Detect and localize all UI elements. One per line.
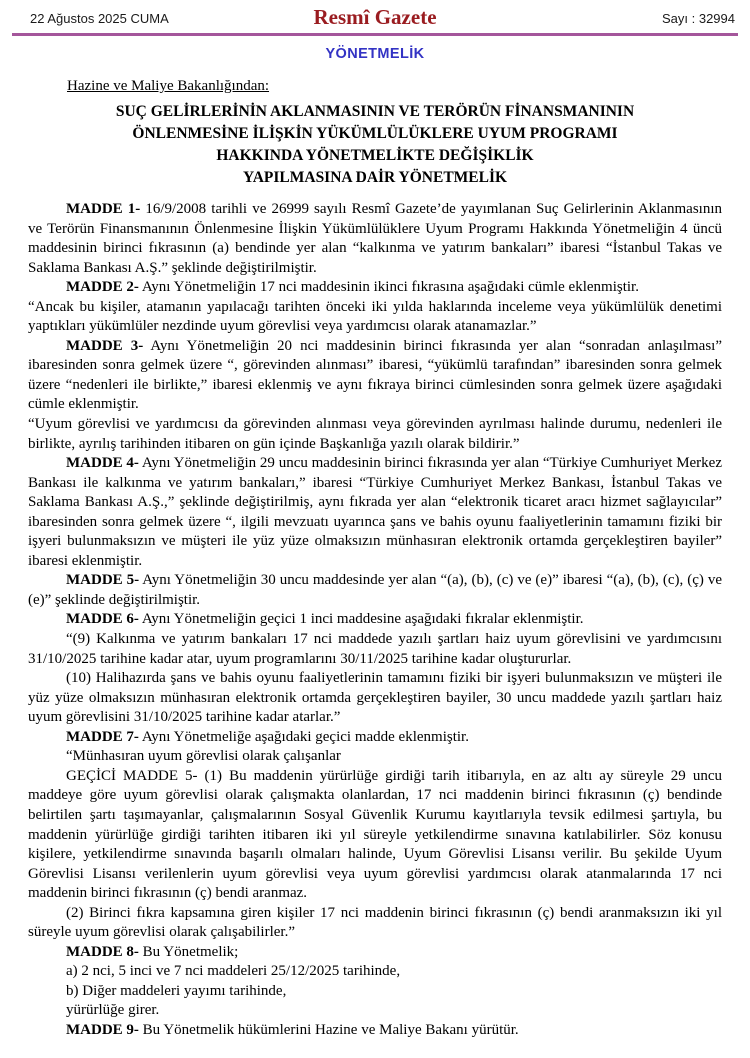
gazette-title: Resmî Gazete	[313, 5, 437, 29]
paragraph-madde-9	[28, 1021, 722, 1041]
paragraph-quote	[28, 298, 722, 337]
article-text: Aynı Yönetmeliğe aşağıdaki geçici madde eklenmiştir.	[138, 728, 469, 745]
article-text: “Ancak bu kişiler, atamanın yapılacağı tarihten önceki iki yılda haklarında inceleme veya yükümlülük denetimi yaptıkları yükümlüler nezdinde uyum görevlisi veya yardımcısı olarak atanamazlar.”	[28, 298, 722, 335]
article-text: Aynı Yönetmeliğin 17 nci maddesinin ikinci fıkrasına aşağıdaki cümle eklenmiştir.	[138, 279, 639, 296]
article-text: Aynı Yönetmeliğin geçici 1 inci maddesine aşağıdaki fıkralar eklenmiştir.	[138, 611, 584, 628]
article-label: MADDE 6-	[66, 611, 139, 628]
paragraph-fikra-2	[28, 904, 722, 943]
paragraph-quote	[28, 415, 722, 454]
article-text: a) 2 nci, 5 inci ve 7 nci maddeleri 25/12/2025 tarihinde,	[66, 963, 401, 980]
article-label: MADDE 4-	[66, 455, 139, 472]
article-text: “(9) Kalkınma ve yatırım bankaları 17 nci maddede yazılı şartları haiz uyum görevlisini ve yardımcısını 31/10/2025 tarihine kadar atar, uyum programlarını 30/11/2025 tarihine kadar oluştururlar.	[28, 631, 722, 667]
article-text: (2) Birinci fıkra kapsamına giren kişiler 17 nci maddenin birinci fıkrasının (ç) bendi aranmaksızın iki yıl süreyle uyum görevlisi olarak çalışabilirler.”	[28, 904, 722, 941]
regulation-title-line: ÖNLENMESİNE İLİŞKİN YÜKÜMLÜLÜKLERE UYUM PROGRAMI	[132, 125, 618, 142]
regulation-title	[0, 101, 750, 189]
paragraph-madde-3	[28, 337, 722, 415]
article-text: b) Diğer maddeleri yayımı tarihinde,	[66, 982, 287, 999]
article-text: Bu Yönetmelik hükümlerini Hazine ve Maliye Bakanı yürütür.	[138, 1021, 519, 1038]
paragraph-bend-a	[28, 962, 722, 982]
article-text: 16/9/2008 tarihli ve 26999 sayılı Resmî Gazete’de yayımlanan Suç Gelirlerinin Aklanmasının ve Terörün Finansmanının Önlenmesine İlişkin Yükümlülüklere Uyum Programı Hakkında Yönetmeliğin 4 üncü maddesinin birinci fıkrasının (a) bendinde yer alan “kalkınma ve yatırım bankaları” ibaresi “İstanbul Takas ve Saklama Bankası A.Ş.” şeklinde değiştirilmiştir.	[28, 201, 722, 276]
article-label: MADDE 1-	[66, 201, 141, 217]
article-text: Bu Yönetmelik;	[138, 943, 239, 960]
paragraph-yururluk	[28, 1001, 722, 1021]
gazette-date: 22 Ağustos 2025 CUMA	[30, 11, 169, 26]
article-label: MADDE 8-	[66, 943, 139, 960]
document-body	[28, 200, 722, 1041]
article-text: Aynı Yönetmeliğin 29 uncu maddesinin birinci fıkrasında yer alan “Türkiye Cumhuriyet Merkez Bankası ile kalkınma ve yatırım bankaları,” ibaresi “Türkiye Cumhuriyet Merkez Bankası, İstanbul Takas ve Saklama Bankası A.Ş.,” şeklinde değiştirilmiş, aynı fıkrada yer alan “elektronik ticaret aracı hizmet sağlayıcılar” ibaresinden sonra gelmek üzere “, ilgili mevzuatı uyarınca şans ve bahis oyunu faaliyetlerinin tamamını fiziki bir işyeri bulunmaksızın ve müşteri ile yüz yüze olmaksızın münhasıran elektronik ortamda gerçekleştiren bayiler” ibaresi eklenmiştir.	[28, 455, 722, 569]
article-text: (10) Halihazırda şans ve bahis oyunu faaliyetlerinin tamamını fiziki bir işyeri bulunmaksızın ve müşteri ile yüz yüze olmaksızın münhasıran elektronik ortamda gerçekleştiren bayiler, 30 uncu maddede yazılı şartları haiz uyum görevlisini 31/10/2025 tarihine kadar atarlar.”	[28, 670, 722, 726]
article-label: MADDE 9-	[66, 1021, 139, 1038]
section-heading: YÖNETMELİK	[325, 46, 425, 62]
article-text: GEÇİCİ MADDE 5- (1) Bu maddenin yürürlüğe girdiği tarih itibarıyla, en az altı ay süreyle 29 uncu maddeye göre uyum görevlisi olarak çalışmakta olanlardan, 17 nci maddenin birinci fıkrasının (ç) bendinde belirtilen şartı taşımayanlar, çalışmalarının Sosyal Güvenlik Kurumu kayıtlarıyla tevsik edilmesi şartıyla, bu maddenin yürürlüğe girdiği tarihten itibaren iki yıl süreyle yetkilendirme sınavına katılabilirler. Söz konusu kişilere, yetkilendirme sınavında başarılı olmaları halinde, Uyum Görevlisi Lisansı verilir. Bu şekilde Uyum Görevlisi Lisansı verilenlerin uyum görevlisi veya uyum görevlisi yardımcısı olarak atanmalarında 17 nci maddenin birinci fıkrasının (ç) bendi aranmaz.	[28, 767, 722, 902]
regulation-title-line: YAPILMASINA DAİR YÖNETMELİK	[242, 169, 508, 186]
paragraph-madde-5	[28, 571, 722, 610]
paragraph-madde-1	[28, 200, 722, 278]
article-text: Aynı Yönetmeliğin 30 uncu maddesinde yer alan “(a), (b), (c) ve (e)” ibaresi “(a), (b), (c), (ç) ve (e)” şeklinde değiştirilmiştir.	[28, 572, 722, 608]
article-label: MADDE 3-	[66, 337, 144, 354]
gazette-issue-number: Sayı : 32994	[662, 11, 735, 26]
article-text: yürürlüğe girer.	[66, 1002, 160, 1019]
paragraph-fikra-9	[28, 630, 722, 669]
paragraph-madde-8	[28, 943, 722, 963]
article-label: MADDE 7-	[66, 728, 139, 745]
article-text: “Uyum görevlisi ve yardımcısı da görevinden alınması veya görevinden ayrılması halinde durumu, nedenleri ile birlikte, ayrılış tarihinden itibaren on gün içinde Başkanlığa yazılı olarak bildirir.”	[28, 416, 722, 452]
paragraph-bend-b	[28, 982, 722, 1002]
paragraph-madde-4	[28, 454, 722, 571]
paragraph-quote-heading	[28, 747, 722, 767]
header-rule-divider	[12, 33, 738, 36]
paragraph-madde-2	[28, 278, 722, 298]
issuer-line: Hazine ve Maliye Bakanlığından:	[67, 78, 270, 94]
regulation-title-line: HAKKINDA YÖNETMELİKTE DEĞİŞİKLİK	[216, 147, 534, 164]
masthead	[0, 0, 750, 33]
article-text: Aynı Yönetmeliğin 20 nci maddesinin birinci fıkrasında yer alan “sonradan anlaşılması” ibaresinden sonra gelmek üzere “, görevinden alınması” ibaresi, “yükümlü tarafından” ibaresinden sonra gelmek üzere “nedenleri ile birlikte,” ibaresi eklenmiş ve aynı fıkraya birinci cümlesinden sonra gelmek üzere aşağıdaki cümle eklenmiştir.	[28, 337, 722, 413]
paragraph-gecici-madde-5	[28, 767, 722, 904]
article-label: MADDE 2-	[66, 279, 139, 296]
paragraph-madde-6	[28, 610, 722, 630]
article-text: “Münhasıran uyum görevlisi olarak çalışanlar	[66, 748, 341, 765]
paragraph-madde-7	[28, 728, 722, 748]
regulation-title-line: SUÇ GELİRLERİNİN AKLANMASININ VE TERÖRÜN FİNANSMANININ	[115, 103, 635, 120]
article-label: MADDE 5-	[66, 572, 140, 589]
paragraph-fikra-10	[28, 669, 722, 728]
